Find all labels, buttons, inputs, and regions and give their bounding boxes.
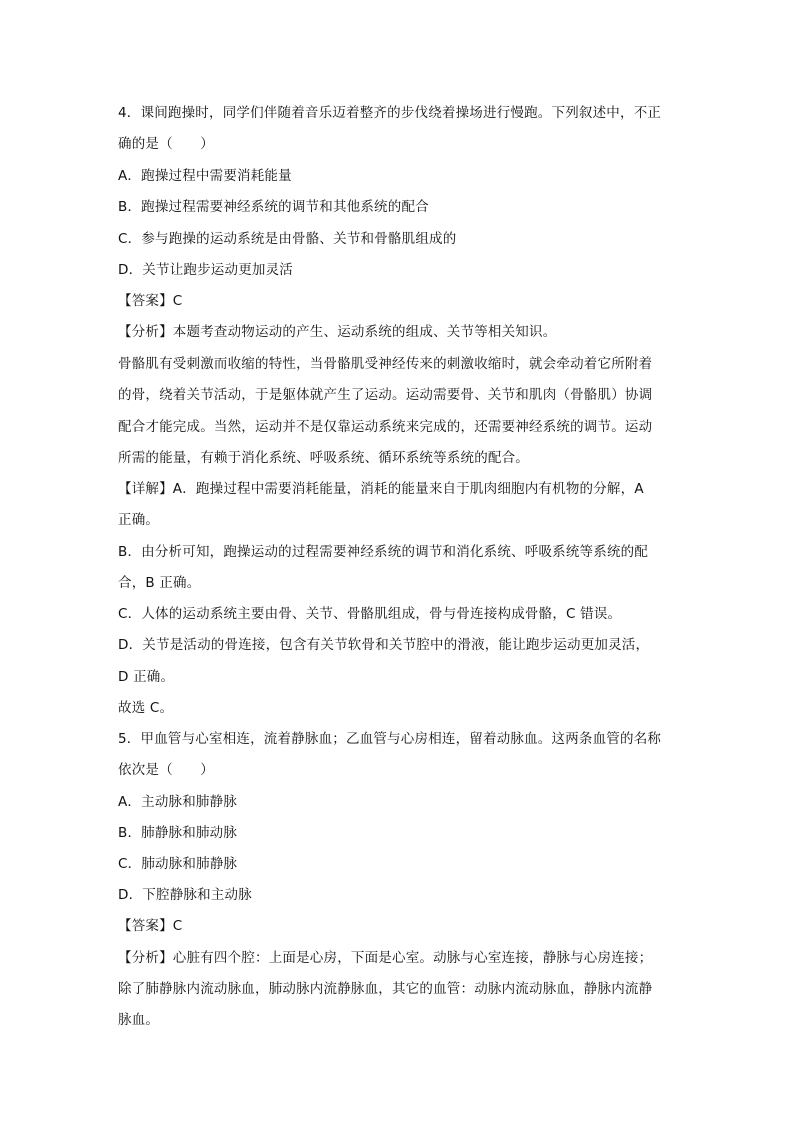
q4-detail-line-7: D 正确。 bbox=[118, 669, 175, 685]
q4-detail-line-5: C．人体的运动系统主要由骨、关节、骨骼肌组成，骨与骨连接构成骨骼，C 错误。 bbox=[118, 606, 622, 622]
q5-analysis-line-2: 除了肺静脉内流动脉血，肺动脉内流静脉血，其它的血管：动脉内流动脉血，静脉内流静 bbox=[118, 981, 653, 997]
q4-stem-line-1: 4．课间跑操时，同学们伴随着音乐迈着整齐的步伐绕着操场进行慢跑。下列叙述中，不正 bbox=[118, 105, 662, 121]
q4-detail-line-2: 正确。 bbox=[118, 512, 160, 528]
q5-option-c: C．肺动脉和肺静脉 bbox=[118, 856, 238, 872]
q4-analysis-line-3: 配合才能完成。当然，运动并不是仅靠运动系统来完成的，还需要神经系统的调节。运动 bbox=[118, 419, 653, 435]
q4-analysis-title: 【分析】本题考查动物运动的产生、运动系统的组成、关节等相关知识。 bbox=[118, 324, 557, 340]
q5-stem-line-2: 依次是（ ） bbox=[118, 762, 214, 778]
q4-option-d: D．关节让跑步运动更加灵活 bbox=[118, 262, 293, 278]
q4-option-c: C．参与跑操的运动系统是由骨骼、关节和骨骼肌组成的 bbox=[118, 231, 457, 247]
q4-detail-line-3: B．由分析可知，跑操运动的过程需要神经系统的调节和消化系统、呼吸系统等系统的配 bbox=[118, 544, 649, 560]
q4-detail-line-6: D．关节是活动的骨连接，包含有关节软骨和关节腔中的滑液，能让跑步运动更加灵活， bbox=[118, 637, 650, 653]
q5-option-b: B．肺静脉和肺动脉 bbox=[118, 825, 238, 841]
q5-stem-line-1: 5．甲血管与心室相连，流着静脉血；乙血管与心房相连，留着动脉血。这两条血管的名称 bbox=[118, 731, 662, 747]
q5-option-a: A．主动脉和肺静脉 bbox=[118, 794, 238, 810]
q4-detail-line-1: 【详解】A．跑操过程中需要消耗能量，消耗的能量来自于肌肉细胞内有机物的分解，A bbox=[118, 481, 644, 497]
q4-analysis-line-2: 的骨，绕着关节活动，于是躯体就产生了运动。运动需要骨、关节和肌肉（骨骼肌）协调 bbox=[118, 387, 653, 403]
q4-option-b: B．跑操过程需要神经系统的调节和其他系统的配合 bbox=[118, 199, 429, 215]
q5-answer: 【答案】C bbox=[118, 918, 183, 934]
q4-detail-line-8: 故选 C。 bbox=[118, 700, 174, 716]
q5-analysis-line-1: 【分析】心脏有四个腔：上面是心房，下面是心室。动脉与心室连接，静脉与心房连接； bbox=[118, 950, 653, 966]
q4-analysis-line-1: 骨骼肌有受刺激而收缩的特性，当骨骼肌受神经传来的刺激收缩时，就会牵动着它所附着 bbox=[118, 356, 653, 372]
q4-detail-line-4: 合，B 正确。 bbox=[118, 575, 201, 591]
q4-stem-line-2: 确的是（ ） bbox=[118, 136, 214, 152]
q4-answer: 【答案】C bbox=[118, 293, 183, 309]
q4-analysis-line-4: 所需的能量，有赖于消化系统、呼吸系统、循环系统等系统的配合。 bbox=[118, 450, 529, 466]
q5-analysis-line-3: 脉血。 bbox=[118, 1012, 160, 1028]
q5-option-d: D．下腔静脉和主动脉 bbox=[118, 887, 252, 903]
q4-option-a: A．跑操过程中需要消耗能量 bbox=[118, 168, 292, 184]
